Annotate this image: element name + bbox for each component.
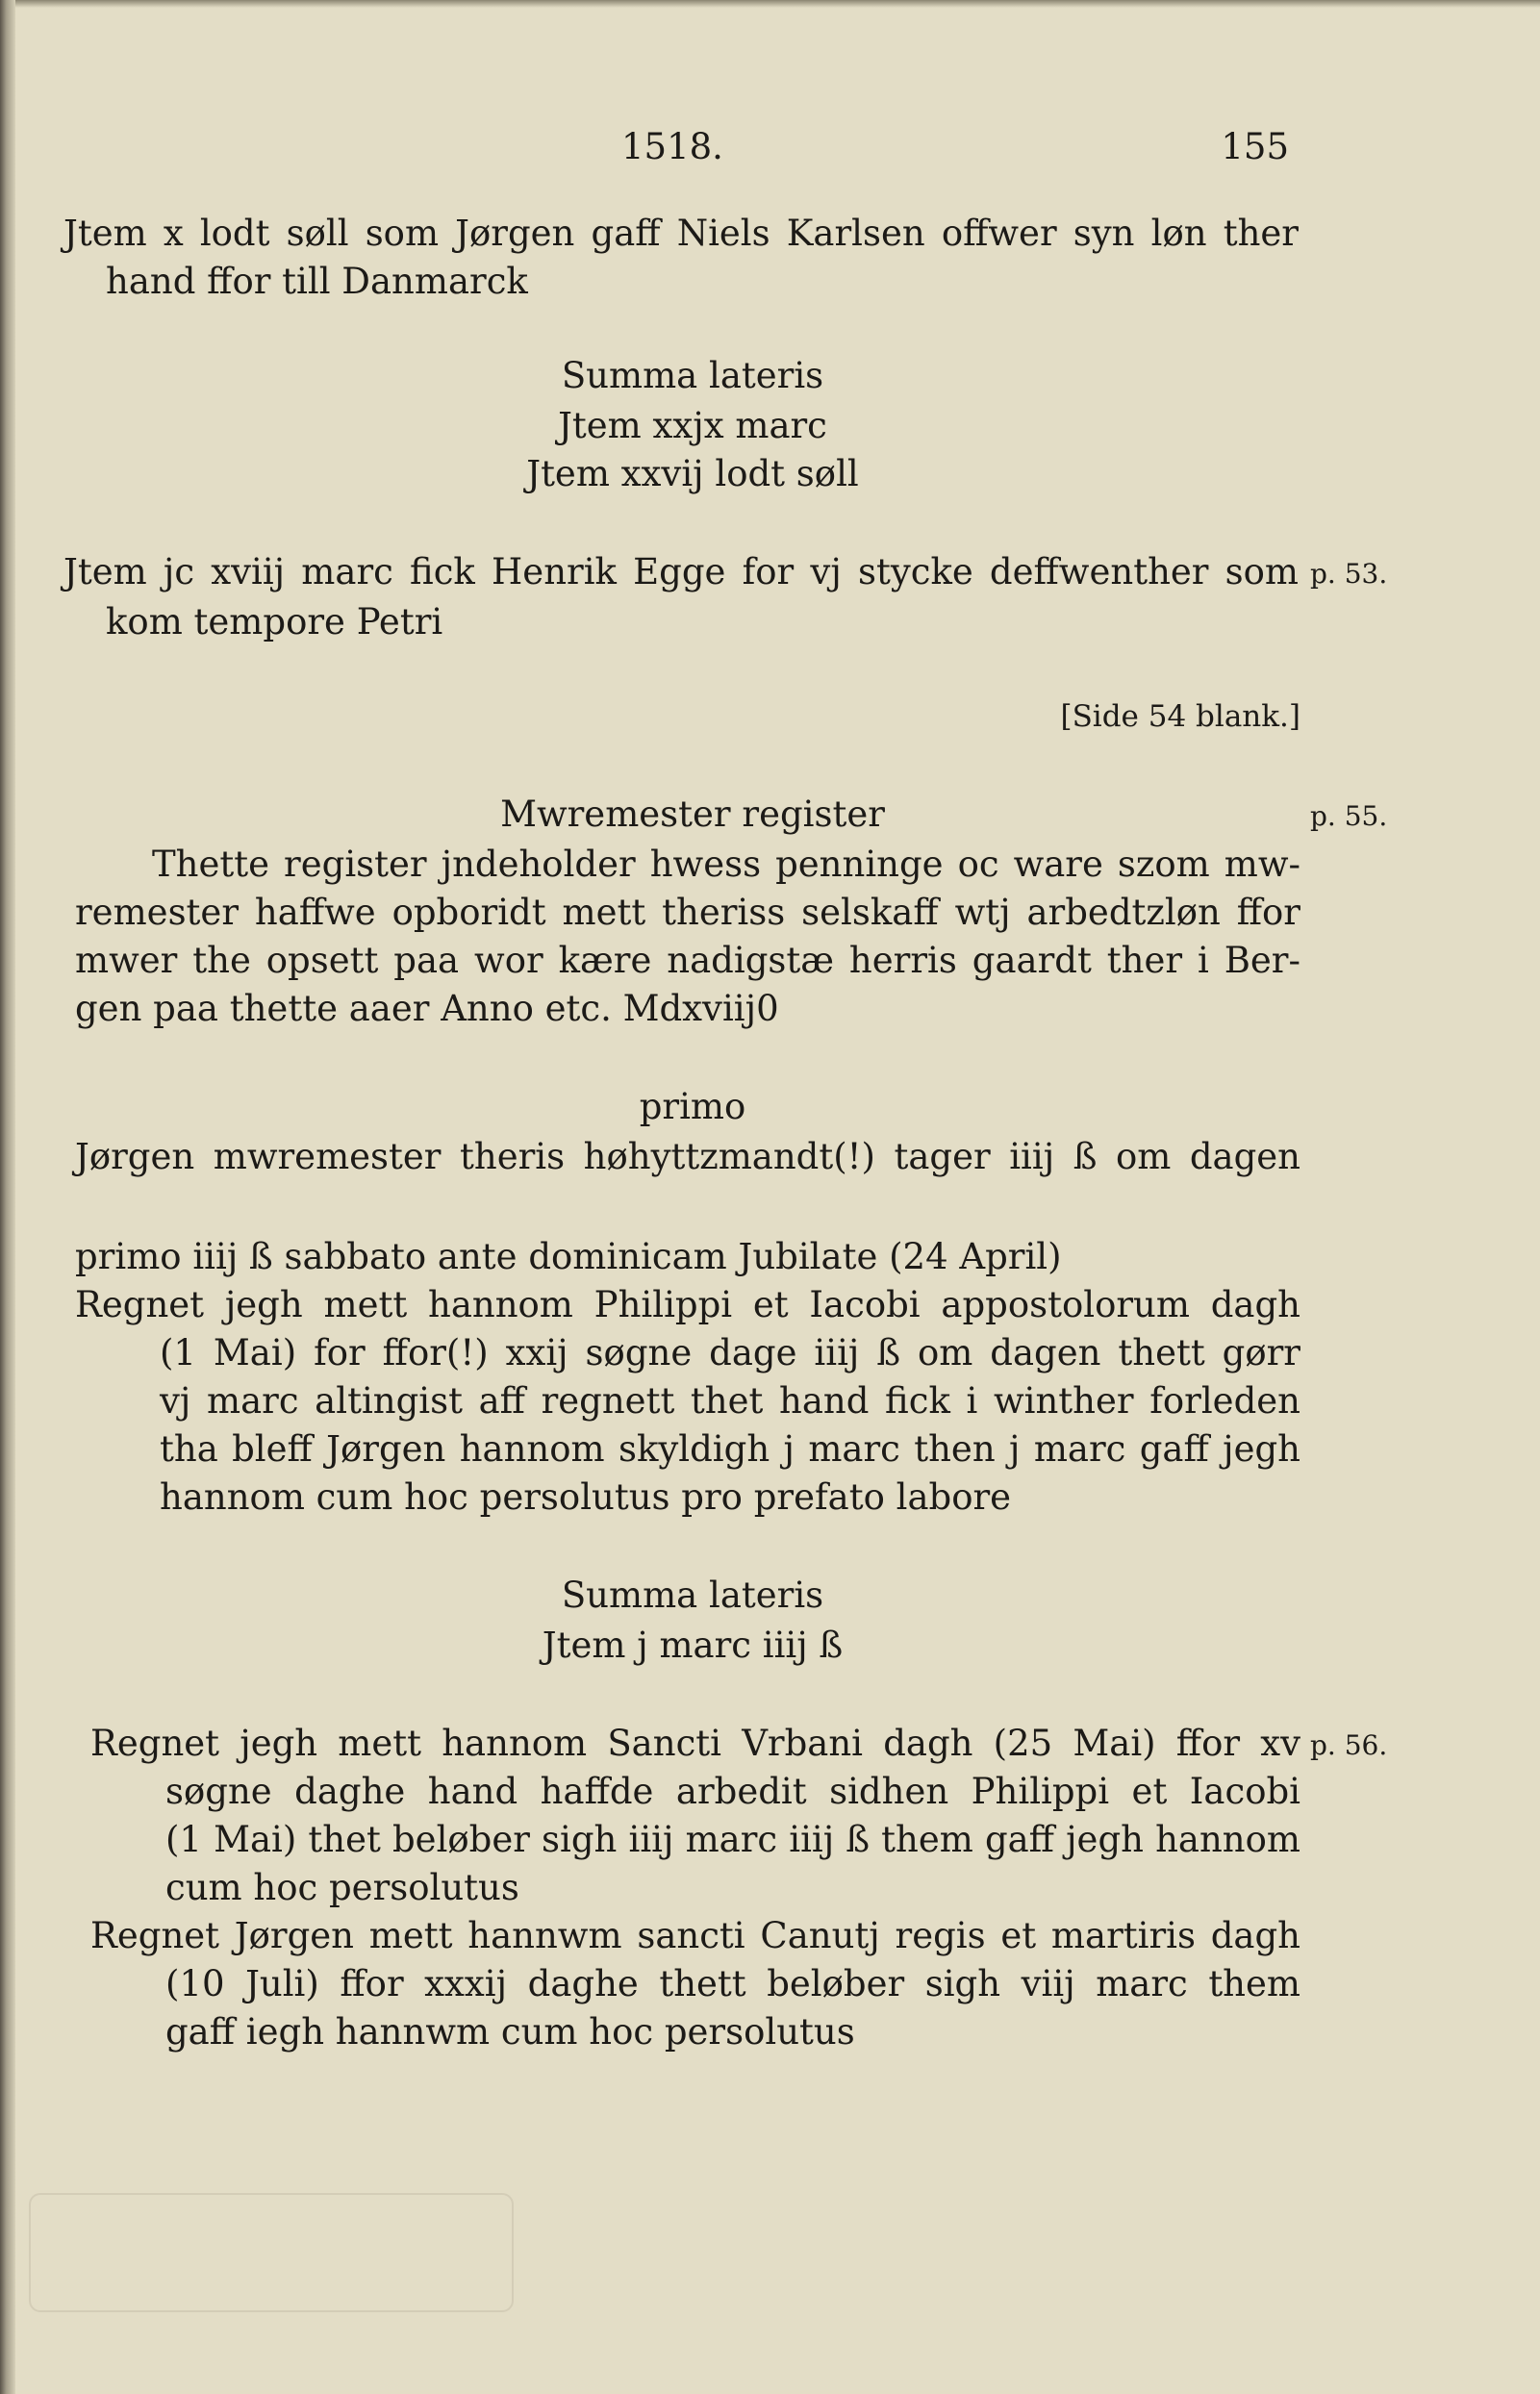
- paragraph-line: Jtem jc xviij marc fick Henrik Egge for vj stycke deffwenther som: [63, 551, 1299, 592]
- paragraph-line: Jtem x lodt søll som Jørgen gaff Niels Karlsen offwer syn løn ther: [63, 213, 1299, 254]
- summa-line: Jtem j marc iiij ß: [542, 1625, 844, 1666]
- summa-heading: Summa lateris: [561, 1575, 824, 1616]
- section-title: Mwremester register: [500, 794, 885, 835]
- paragraph-line: tha bleff Jørgen hannom skyldigh j marc then j marc gaff jegh: [160, 1428, 1300, 1470]
- paragraph-line: Jørgen mwremester theris høhyttzmandt(!) tager iiij ß om dagen: [75, 1136, 1300, 1177]
- summa-line: Jtem xxvij lodt søll: [526, 453, 859, 494]
- book-gutter-edge: [0, 0, 15, 2394]
- paragraph-line: remester haffwe opboridt mett theriss selskaff wtj arbedtzløn ffor: [75, 892, 1300, 933]
- paragraph-line: (10 Juli) ffor xxxij daghe thett beløber sigh viij marc them: [165, 1963, 1300, 2004]
- paragraph-line: vj marc altingist aff regnett thet hand fick i winther forleden: [160, 1380, 1300, 1422]
- paragraph-line: kom tempore Petri: [106, 601, 443, 643]
- paragraph-line: hand ffor till Danmarck: [106, 261, 528, 302]
- margin-note-p55: p. 55.: [1310, 800, 1388, 832]
- paragraph-line: Regnet Jørgen mett hannwm sancti Canutj regis et martiris dagh: [90, 1915, 1300, 1956]
- paragraph-line: (1 Mai) thet beløber sigh iiij marc iiij ß them gaff jegh hannom: [165, 1819, 1300, 1860]
- paragraph-line: (1 Mai) for ffor(!) xxij søgne dage iiij ß om dagen thett gørr: [160, 1332, 1300, 1373]
- summa-line: Jtem xxjx marc: [558, 405, 827, 446]
- summa-heading: Summa lateris: [561, 355, 824, 396]
- running-head-year: 1518.: [621, 126, 723, 167]
- margin-note-p56: p. 56.: [1310, 1729, 1388, 1761]
- paragraph-line: hannom cum hoc persolutus pro prefato labore: [160, 1476, 1012, 1518]
- editorial-note: [Side 54 blank.]: [1060, 699, 1300, 734]
- paper-stain: [29, 2193, 514, 2312]
- paragraph-line: Regnet jegh mett hannom Sancti Vrbani dagh (25 Mai) ffor xv: [90, 1723, 1300, 1764]
- margin-note-p53: p. 53.: [1310, 558, 1388, 590]
- paragraph-line: primo iiij ß sabbato ante dominicam Jubilate (24 April): [75, 1236, 1062, 1277]
- primo-heading: primo: [639, 1086, 746, 1127]
- paragraph-line: Thette register jndeholder hwess penninge oc ware szom mw-: [152, 844, 1300, 885]
- paragraph-line: gaff iegh hannwm cum hoc persolutus: [165, 2011, 855, 2053]
- paragraph-line: gen paa thette aaer Anno etc. Mdxviij0: [75, 988, 779, 1029]
- paragraph-line: mwer the opsett paa wor kære nadigstæ herris gaardt ther i Ber-: [75, 940, 1300, 981]
- paragraph-line: Regnet jegh mett hannom Philippi et Iacobi appostolorum dagh: [75, 1284, 1300, 1325]
- page-top-edge: [0, 0, 1540, 8]
- paragraph-line: cum hoc persolutus: [165, 1867, 519, 1908]
- page-number: 155: [1221, 126, 1289, 167]
- paragraph-line: søgne daghe hand haffde arbedit sidhen Philippi et Iacobi: [165, 1771, 1300, 1812]
